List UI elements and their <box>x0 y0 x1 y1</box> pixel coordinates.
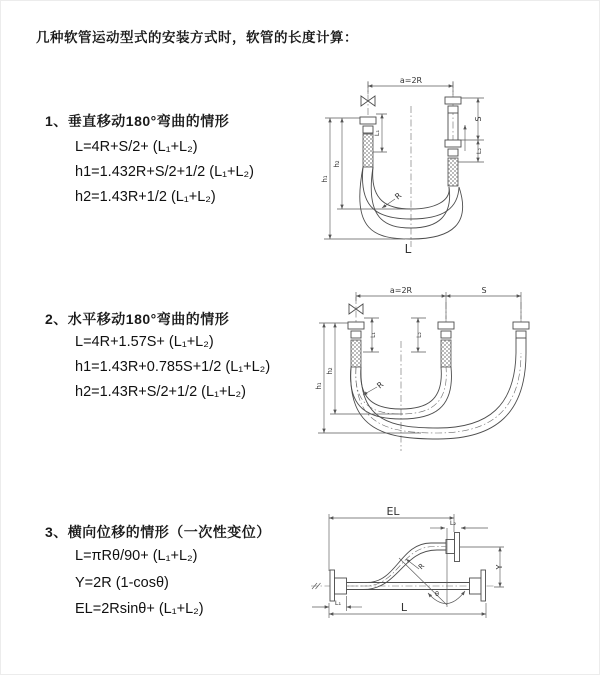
dim-label-l1: L₁ <box>370 332 377 338</box>
hose-right-leg <box>513 322 529 353</box>
centerlines <box>368 81 453 247</box>
dim-label-l: L <box>400 601 408 614</box>
dim-label-el: EL <box>386 505 400 518</box>
left-flange <box>330 570 347 601</box>
page-title: 几种软管运动型式的安装方式时，软管的长度计算： <box>36 30 358 45</box>
formula-line: Y=2R (1-cosθ) <box>75 574 169 591</box>
dim-label-h1: h₁ <box>315 382 323 390</box>
dim-label-h2: h₂ <box>333 160 341 168</box>
dim-label-l1: L₁ <box>334 599 342 607</box>
dimension-l2 <box>411 318 426 352</box>
hose-u-bend-outer <box>351 353 526 439</box>
dimension-s-l2 <box>458 98 484 162</box>
radius-callout <box>382 191 404 208</box>
dimension-top-a2r <box>368 76 453 95</box>
section-2-heading: 2、水平移动180°弯曲的情形 <box>45 311 230 327</box>
flange <box>360 117 376 124</box>
dim-label-y: Y <box>495 564 504 570</box>
dim-label-l1: L₁ <box>373 129 381 137</box>
diagram-horizontal-180-bend <box>306 281 600 461</box>
section-1-heading: 1、垂直移动180°弯曲的情形 <box>45 113 230 129</box>
radius-callout <box>363 380 386 395</box>
braided-hose-section <box>441 340 451 367</box>
dim-label-h1: h₁ <box>321 175 329 183</box>
dimension-l1 <box>363 318 379 352</box>
hose-left-leg <box>360 117 376 167</box>
flange <box>348 322 364 329</box>
section-horizontal-180 <box>45 309 271 400</box>
formula-line: L=4R+S/2+ (L₁+L₂) <box>75 139 198 155</box>
dimension-l1 <box>312 596 362 611</box>
flange-position-2 <box>513 322 529 329</box>
formula-line: EL=2Rsinθ+ (L₁+L₂) <box>75 601 204 617</box>
dimension-l2 <box>430 519 488 528</box>
flange-position-1 <box>438 322 454 329</box>
dim-label-h2: h₂ <box>326 367 334 375</box>
section-2-formulas <box>75 335 270 410</box>
dim-label-a2r: a=2R <box>389 286 413 295</box>
formula-line: L=4R+1.57S+ (L₁+L₂) <box>75 334 214 350</box>
dimension-top-a2r-s <box>356 286 521 319</box>
dim-label-s: S <box>481 286 487 295</box>
braided-hose-section <box>448 158 458 186</box>
formula-line: L=πRθ/90+ (L₁+L₂) <box>75 548 198 564</box>
hose-right-leg <box>445 97 461 186</box>
braided-hose-section <box>351 340 361 367</box>
dimension-h1-h2 <box>315 323 421 433</box>
section-3-formulas <box>75 549 204 629</box>
dim-label-s: S <box>474 116 483 122</box>
dim-label-theta: θ <box>435 590 439 598</box>
dim-label-l2: L₂ <box>416 332 423 338</box>
hose-fixed-leg <box>348 322 364 367</box>
dim-label-r: R <box>375 379 386 391</box>
dim-label-l2: L₂ <box>475 147 483 155</box>
section-vertical-180 <box>45 111 255 205</box>
dimension-el <box>329 505 454 571</box>
flange-lower-position <box>445 140 461 147</box>
dimension-l <box>329 601 486 618</box>
braided-hose-section <box>363 134 373 167</box>
upper-right-flange <box>446 533 460 562</box>
dim-label-r: R <box>393 190 404 202</box>
dim-label-a2r: a=2R <box>399 76 423 85</box>
diagram-vertical-180-bend <box>306 71 600 266</box>
formula-line: h1=1.432R+S/2+1/2 (L₁+L₂) <box>75 164 255 180</box>
formula-line: h2=1.43R+1/2 (L₁+L₂) <box>75 189 216 205</box>
hose-middle-leg <box>438 322 454 367</box>
flange-upper-position <box>445 97 461 104</box>
section-1-formulas <box>75 140 254 215</box>
lower-right-flange <box>470 570 486 601</box>
section-lateral-displacement <box>45 522 271 617</box>
diagram-lateral-displacement <box>301 501 600 656</box>
formula-line: h1=1.43R+0.785S+1/2 (L₁+L₂) <box>75 359 271 375</box>
dim-label-l2: L₂ <box>449 519 457 527</box>
dim-label-r: R <box>416 562 427 572</box>
formula-line: h2=1.43R+S/2+1/2 (L₁+L₂) <box>75 384 246 400</box>
dim-label-l-bottom: L <box>404 242 412 256</box>
section-3-heading: 3、横向位移的情形（一次性变位） <box>45 524 271 540</box>
